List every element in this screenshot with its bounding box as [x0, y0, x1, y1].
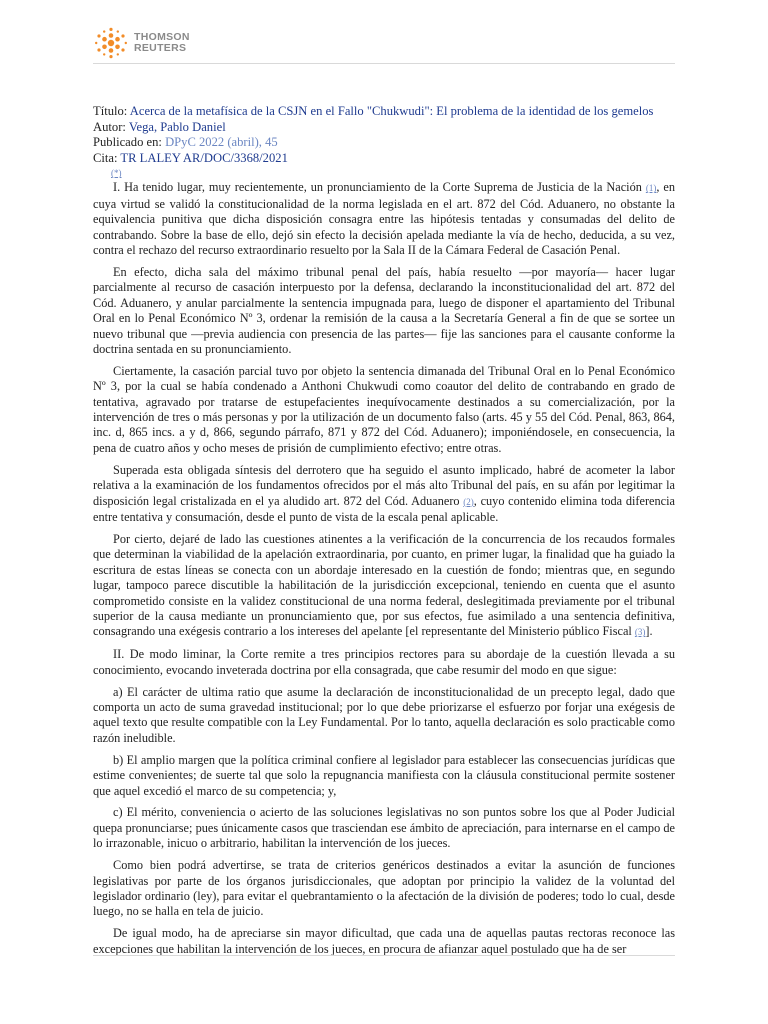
- paragraph-9: c) El mérito, conveniencia o acierto de las soluciones legislativas no son puntos sobre los que al Poder Judicial quepa pronunciarse; pues únicamente casos que trasciendan ese ámbito de apreciación, para internarse en el campo de lo irrazonable, inicuo o arbitrario, habilitan la intervención de los jueces.: [93, 805, 675, 851]
- author-label: Autor:: [93, 119, 126, 134]
- paragraph-10: Como bien podrá advertirse, se trata de criterios genéricos destinados a evitar la asunción de funciones legislativas por parte de los órganos jurisdiccionales, que adoptan por principio la validez de la voluntad del legislador ordinario (ley), para evitar el quebrantamiento o la afectación de la división de poderes; todo lo cual, desde luego, no se halla en tela de juicio.: [93, 858, 675, 919]
- logo-wordmark: [134, 32, 190, 54]
- footnote-link-3[interactable]: (3): [634, 627, 646, 638]
- thomson-reuters-logo: [93, 27, 190, 59]
- cite-label: Cita:: [93, 150, 118, 165]
- header-divider: [93, 63, 675, 64]
- paragraph-text: , cuyo contenido elimina toda diferencia entre tentativa y consumación, desde el punto de vista de la escala penal aplicable.: [93, 493, 675, 524]
- logo-line-2: REUTERS: [134, 41, 187, 54]
- paragraph-text: , en cuya virtud se validó la constitucionalidad de la norma legislada en el art. 872 del Cód. Aduanero, no obstante la equivalencia punitiva que dicha disposición consagra entre las hipótesis tentadas y consumadas del delito de contrabando. Sobre la base de ello, dejó sin efecto la decisión apelada mediante la vía de hecho, deducida, a su vez, contra el rechazo del recurso extraordinario resuelto por la Sala II de la Cámara Federal de Casación Penal.: [93, 180, 675, 257]
- star-footnote-link[interactable]: (*): [111, 168, 122, 179]
- document-page: [93, 22, 675, 964]
- paragraph-text: I. Ha tenido lugar, muy recientemente, un pronunciamiento de la Corte Suprema de Justicia de la Nación: [113, 180, 646, 195]
- author-link[interactable]: Vega, Pablo Daniel: [128, 119, 226, 134]
- author-row: [93, 120, 675, 136]
- published-link[interactable]: DPyC 2022 (abril), 45: [165, 135, 278, 150]
- footer-divider: [93, 955, 675, 956]
- paragraph-4: [93, 463, 675, 526]
- published-label: Publicado en:: [93, 135, 162, 150]
- published-row: [93, 135, 675, 151]
- paragraph-3: Ciertamente, la casación parcial tuvo por objeto la sentencia dimanada del Tribunal Oral en lo Penal Económico Nº 3, por la cual se había condenado a Anthoni Chukwudi como coautor del delito de contrabando en grado de tentativa, agravado por tratarse de estupefacientes inequívocamente destinados a su comercialización, por la intervención de tres o más personas y por la utilización de un documento falso (arts. 45 y 55 del Cód. Penal, 863, 864, inc. d, 865 incs. a y d, 866, segundo párrafo, 871 y 872 del Cód. Aduanero); imponiéndosele, en consecuencia, la pena de cuatro años y ocho meses de prisión de cumplimiento efectivo; entre otras.: [93, 363, 675, 455]
- cite-row: [93, 151, 675, 167]
- reuters-dot-icon: [93, 27, 129, 59]
- paragraph-7: a) El carácter de ultima ratio que asume la declaración de inconstitucionalidad de un precepto legal, dado que comporta un acto de suma gravedad institucional; por lo que debe priorizarse el esfuerzo por forjar una exégesis de aquel texto que resulte compatible con la Ley Fundamental. Por lo tanto, aquella declaración es solo practicable como razón ineludible.: [93, 684, 675, 745]
- paragraph-8: b) El amplio margen que la política criminal confiere al legislador para establecer las consecuencias jurídicas que estime convenientes; de suerte tal que solo la repugnancia manifiesta con la cláusula constitucional permite sostener que aquel excedió el marco de su competencia; y,: [93, 752, 675, 798]
- paragraph-text: ].: [645, 624, 653, 639]
- title-label: Título:: [93, 104, 128, 118]
- paragraph-1: [93, 180, 675, 258]
- paragraph-2: En efecto, dicha sala del máximo tribunal penal del país, había resuelto —por mayoría— hacer lugar parcialmente al recurso de casación interpuesto por la defensa, declarando la inconstitucionalidad del art. 872 del Cód. Aduanero, y anular parcialmente la sentencia impugnada para, luego de disponer el apartamiento del Tribunal Oral en lo Penal Económico Nº 3, ordenar la remisión de la causa a la Secretaría General a fin de que se sortee un nuevo tribunal que —previa audiencia con presencia de las partes— fije las sanciones para el causante conforme la doctrina sentada en su pronunciamiento.: [93, 264, 675, 356]
- paragraph-6: II. De modo liminar, la Corte remite a tres principios rectores para su abordaje de la cuestión llevada a su conocimiento, evocando inveterada doctrina por ella consagrada, que cabe resumir del modo en que sigue:: [93, 647, 675, 677]
- document-metadata: [93, 104, 675, 180]
- title-row: [93, 104, 675, 120]
- logo-line-1: THOMSON: [134, 30, 190, 43]
- cite-link[interactable]: TR LALEY AR/DOC/3368/2021: [120, 150, 288, 165]
- article-body: [93, 180, 675, 957]
- paragraph-text: Superada esta obligada síntesis del derrotero que ha seguido el asunto implicado, habré de acometer la labor relativa a la examinación de los fundamentos ofrecidos por el más alto Tribunal del país, en su afán por legitimar la disposición legal cristalizada en el ya aludido art. 872 del Cód. Aduanero: [93, 462, 675, 508]
- paragraph-text: Por cierto, dejaré de lado las cuestiones atinentes a la verificación de la concurrencia de los recaudos formales que determinan la viabilidad de la apelación extraordinaria, por cuanto, en primer lugar, la finalidad que ha guiado la escritura de estas líneas se conecta con un abordaje interesado en la cuestión de fondo; mientras que, en segundo lugar, tampoco parece discutible la habilitación de la jurisdicción excepcional, teniendo en cuenta que el asunto comprometido consiste en la validez constitucional de una norma federal, deslegitimada previamente por el tribunal superior de la causa mediante un pronunciamiento que, por sus efectos, fue asimilado a una sentencia definitiva, consagrando una exégesis contrario a los intereses del apelante [el representante del Ministerio público Fiscal: [93, 531, 675, 639]
- paragraph-5: [93, 532, 675, 641]
- header: [93, 22, 675, 63]
- title-link[interactable]: Acerca de la metafísica de la CSJN en el Fallo "Chukwudi": El problema de la identidad de los gemelos: [129, 104, 654, 118]
- footnote-link-2[interactable]: (2): [463, 496, 474, 507]
- footnote-link-1[interactable]: (1): [645, 183, 657, 194]
- paragraph-11: De igual modo, ha de apreciarse sin mayor dificultad, que cada una de aquellas pautas rectoras reconoce las excepciones que habilitan la intervención de los jueces, en procura de afianzar aquel postulado que ha de ser: [93, 926, 675, 956]
